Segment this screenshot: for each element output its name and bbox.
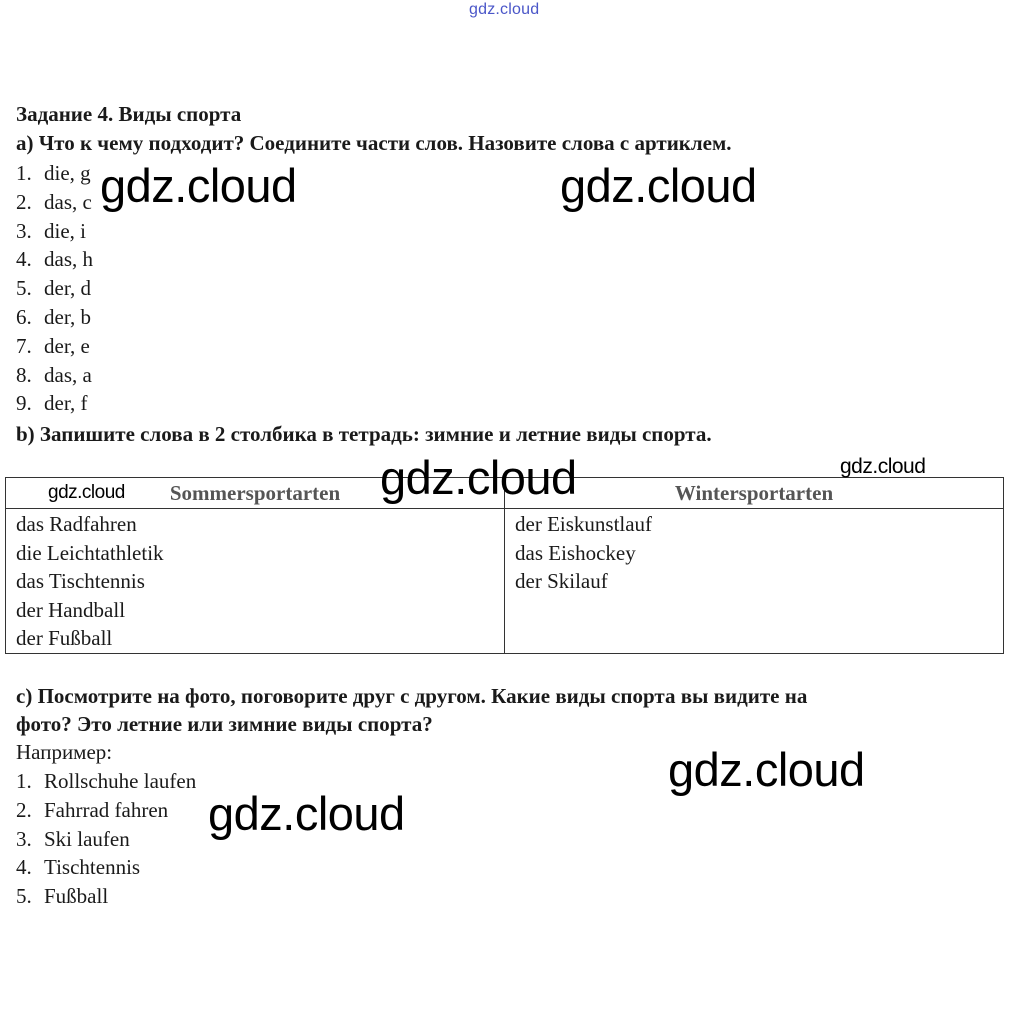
summer-sport: das Tischtennis <box>16 569 145 594</box>
list-item: 1. die, g <box>16 161 91 185</box>
list-item: 9. der, f <box>16 391 88 416</box>
watermark-overlay: gdz.cloud <box>840 455 926 478</box>
winter-sport: das Eishockey <box>515 540 636 565</box>
winter-column-header: Wintersportarten <box>505 478 1004 509</box>
part-c-heading-line1: c) Посмотрите на фото, поговорите друг с другом. Какие виды спорта вы видите на <box>16 684 808 708</box>
part-c-heading-line2: фото? Это летние или зимние виды спорта? <box>16 712 433 736</box>
summer-sport: der Fußball <box>16 626 113 651</box>
watermark-overlay: gdz.cloud <box>668 743 865 796</box>
list-item: 5. Fußball <box>16 884 109 909</box>
part-b-heading: b) Запишите слова в 2 столбика в тетрадь: зимние и летние виды спорта. <box>16 422 712 446</box>
list-item: 2. Fahrrad fahren <box>16 797 169 822</box>
summer-column <box>6 509 505 654</box>
task-title: Задание 4. Виды спорта <box>16 102 242 126</box>
list-item: 3. die, i <box>16 218 86 243</box>
winter-sport: der Skilauf <box>515 569 608 594</box>
winter-sport: der Eiskunstlauf <box>515 512 653 536</box>
part-a-heading: а) Что к чему подходит? Соедините части слов. Назовите слова с артиклем. <box>16 131 732 155</box>
example-label: Например: <box>16 740 113 764</box>
site-brand-watermark: gdz.cloud <box>469 1 540 18</box>
summer-column-header: Sommersportarten <box>6 478 505 509</box>
part-a-answer-list <box>16 159 93 418</box>
list-item: 7. der, e <box>16 333 90 358</box>
summer-sport: die Leichtathletik <box>16 540 164 565</box>
summer-sport: das Radfahren <box>16 512 137 536</box>
list-item: 4. Tischtennis <box>16 855 141 880</box>
list-item: 1. Rollschuhe laufen <box>16 769 197 793</box>
list-item: 6. der, b <box>16 304 91 329</box>
list-item: 8. das, a <box>16 362 92 387</box>
part-c-example-list <box>16 767 196 911</box>
watermark-overlay: gdz.cloud <box>100 159 297 212</box>
list-item: 5. der, d <box>16 276 91 301</box>
summer-sport: der Handball <box>16 597 126 622</box>
watermark-overlay: gdz.cloud <box>208 787 405 840</box>
list-item: 4. das, h <box>16 247 93 272</box>
watermark-overlay: gdz.cloud <box>380 451 577 504</box>
list-item: 2. das, c <box>16 189 92 214</box>
watermark-overlay: gdz.cloud <box>48 482 125 503</box>
list-item: 3. Ski laufen <box>16 826 130 851</box>
winter-column <box>505 509 1004 654</box>
watermark-overlay: gdz.cloud <box>560 159 757 212</box>
